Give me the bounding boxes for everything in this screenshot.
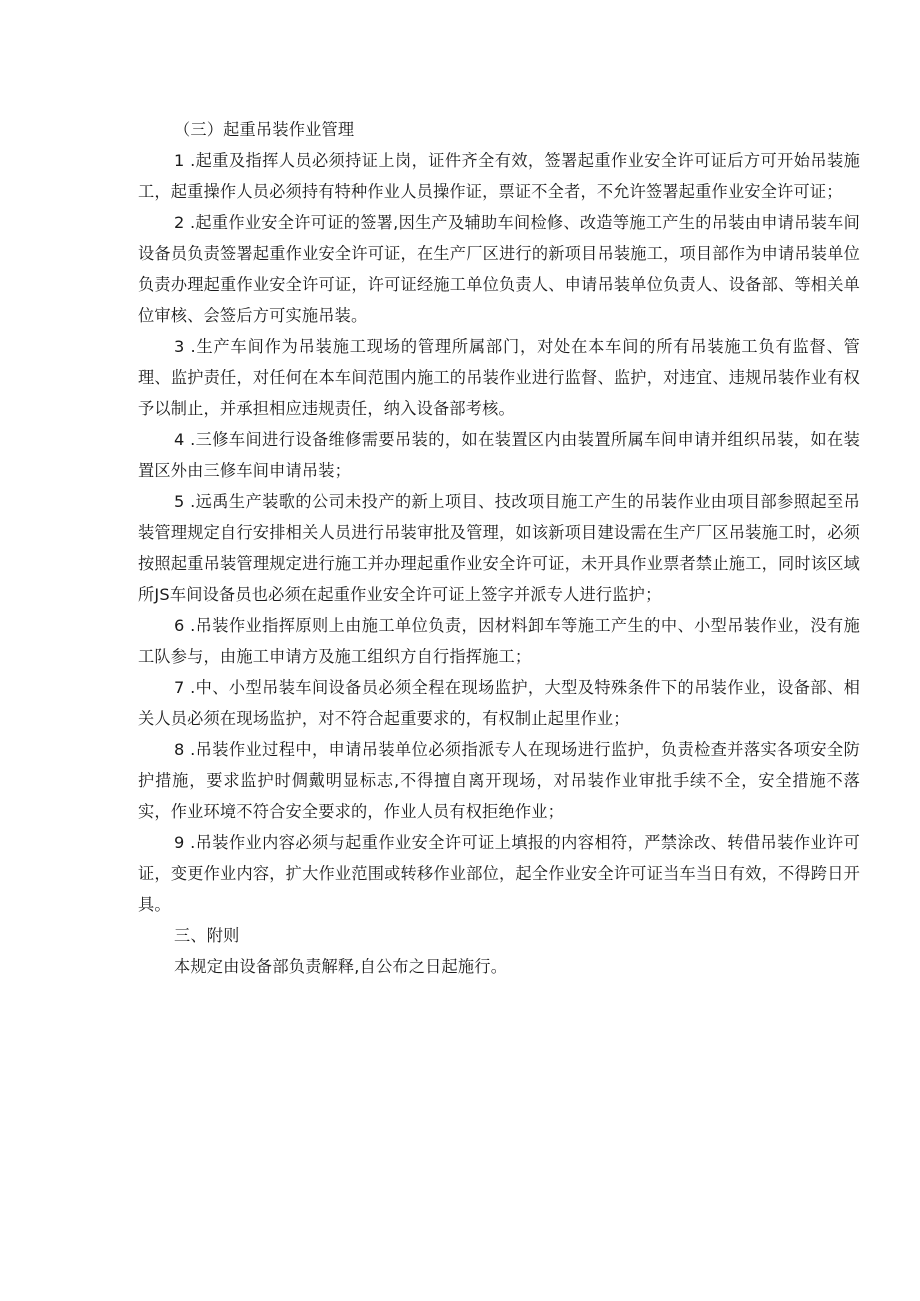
- list-item: [138, 734, 860, 827]
- item-number: 9: [174, 833, 185, 852]
- item-text: .起重作业安全许可证的签署,因生产及辅助车间检修、改造等施工产生的吊装由申请吊装车间设备员负责签署起重作业安全许可证，在生产厂区进行的新项目吊装施工，项目部作为申请吊装单位负责办理起重作业安全许可证，许可证经施工单位负责人、申请吊装单位负责人、设备部、等相关单位审核、会签后方可实施吊装。: [138, 213, 860, 325]
- item-number: 1: [174, 151, 185, 170]
- item-number: 3: [174, 337, 185, 356]
- item-text: .吊装作业指挥原则上由施工单位负责，因材料卸车等施工产生的中、小型吊装作业，没有施工队参与，由施工申请方及施工组织方自行指挥施工；: [138, 616, 860, 666]
- item-text: .远禹生产装歌的公司未投产的新上项目、技改项目施工产生的吊装作业由项目部参照起至吊装管理规定自行安排相关人员进行吊装审批及管理，如该新项目建设需在生产厂区吊装施工时，必须按照起重吊装管理规定进行施工并办理起重作业安全许可证，未开具作业票者禁止施工，同时该区域所JS车间设备员也必须在起重作业安全许可证上签字并派专人进行监护；: [138, 492, 860, 604]
- item-text: .起重及指挥人员必须持证上岗，证件齐全有效，签署起重作业安全许可证后方可开始吊装施工，起重操作人员必须持有特种作业人员操作证，票证不全者，不允许签署起重作业安全许可证；: [138, 151, 860, 201]
- list-item: [138, 610, 860, 672]
- closing-statement: 本规定由设备部负责解释,自公布之日起施行。: [174, 957, 508, 976]
- item-number: 6: [174, 616, 185, 635]
- document-body: [138, 114, 860, 982]
- item-text: .中、小型吊装车间设备员必须全程在现场监护，大型及特殊条件下的吊装作业，设备部、相关人员必须在现场监护，对不符合起重要求的，有权制止起里作业；: [138, 678, 860, 728]
- item-text: .吊装作业过程中，申请吊装单位必须指派专人在现场进行监护，负责检查并落实各项安全防护措施，要求监护时倜戴明显标志,不得擅自离开现场，对吊装作业审批手续不全，安全措施不落实，作业环境不符合安全要求的，作业人员有权拒绝作业；: [138, 740, 860, 821]
- list-item: [138, 424, 860, 486]
- list-item: [138, 145, 860, 207]
- item-number: 5: [174, 492, 185, 511]
- list-item: [138, 672, 860, 734]
- item-number: 7: [174, 678, 185, 697]
- list-item: [138, 827, 860, 920]
- section-heading: （三）起重吊装作业管理: [174, 120, 355, 139]
- list-item: [138, 331, 860, 424]
- item-text: .吊装作业内容必须与起重作业安全许可证上填报的内容相符，严禁涂改、转借吊装作业许可证，变更作业内容，扩大作业范围或转移作业部位，起全作业安全许可证当车当日有效，不得跨日开具。: [138, 833, 860, 914]
- item-text: .生产车间作为吊装施工现场的管理所属部门，对处在本车间的所有吊装施工负有监督、管理、监护责任，对任何在本车间范围内施工的吊装作业进行监督、监护，对违宜、违规吊装作业有权予以制止，并承担相应违规责任，纳入设备部考核。: [138, 337, 860, 418]
- appendix-heading: 三、附则: [174, 926, 240, 945]
- item-number: 4: [174, 430, 185, 449]
- list-item: [138, 486, 860, 610]
- item-number: 2: [174, 213, 185, 232]
- list-item: [138, 207, 860, 331]
- item-number: 8: [174, 740, 185, 759]
- item-text: .三修车间进行设备维修需要吊装的，如在装置区内由装置所属车间申请并组织吊装，如在装置区外由三修车间申请吊装；: [138, 430, 860, 480]
